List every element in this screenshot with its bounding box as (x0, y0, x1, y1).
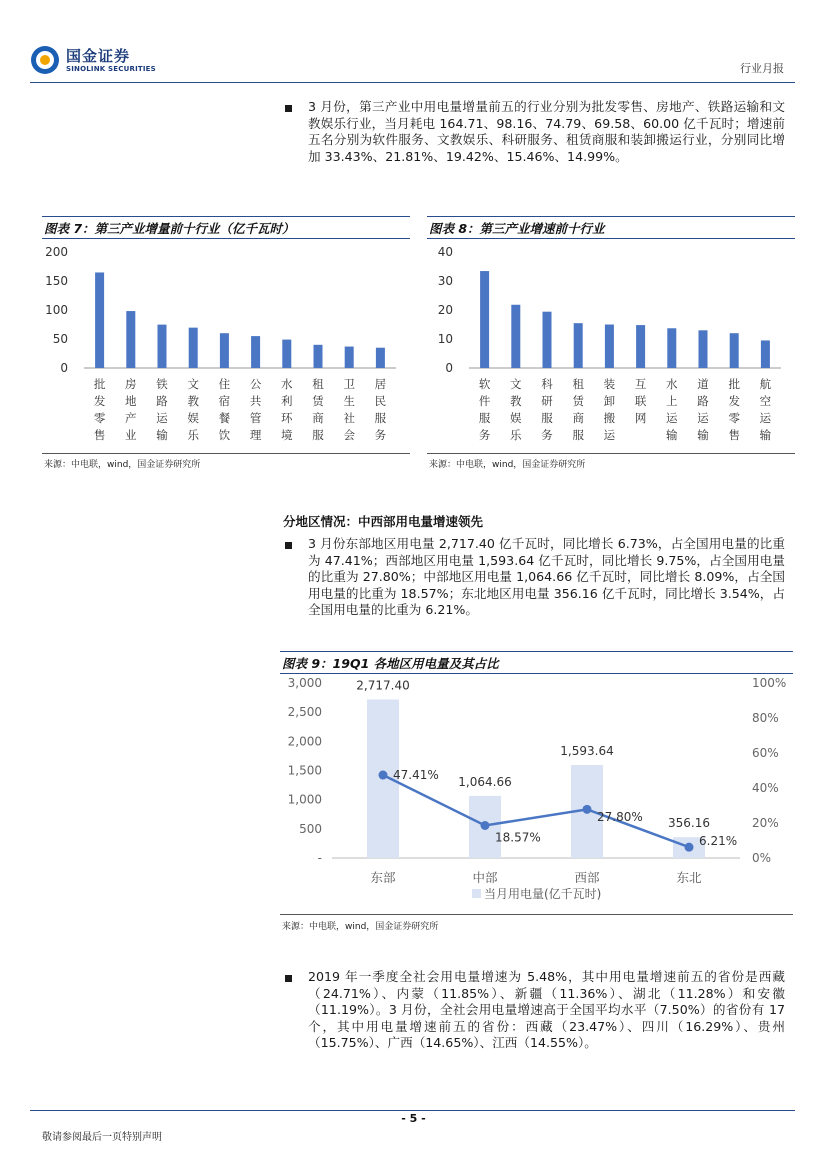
disclaimer-note: 敬请参阅最后一页特别声明 (42, 1132, 162, 1143)
line-point (685, 843, 694, 852)
y-tick-label: 150 (45, 274, 68, 288)
bar (730, 333, 739, 368)
y-tick-label: 50 (52, 332, 68, 346)
bar (511, 305, 520, 368)
chart9-title: 图表 9：19Q1 各地区用电量及其占比 (282, 656, 499, 671)
y-right-tick-label: 20% (752, 816, 779, 830)
footer-divider (30, 1110, 795, 1111)
bar (314, 345, 323, 368)
bar (761, 340, 770, 368)
x-tick-label: 铁路运输 (156, 377, 168, 442)
report-type: 行业月报 (740, 62, 784, 75)
line-data-label: 18.57% (495, 830, 541, 845)
x-tick-label: 文教娱乐 (187, 377, 199, 442)
bar (699, 330, 708, 368)
bar (667, 328, 676, 368)
y-tick-label: 40 (437, 245, 453, 259)
chart9-source: 来源：中电联，wind，国金证券研究所 (282, 922, 439, 932)
y-right-tick-label: 80% (752, 711, 779, 725)
paragraph-industry-growth: 3 月份，第三产业中用电量增量前五的行业分别为批发零售、房地产、铁路运输和文教娱乐行业，当月耗电 164.71、98.16、74.79、69.58、60.00 亿千瓦时；增速前五名分别为软件服务、文教娱乐、科研服务、租赁商服和装卸搬运行业，分别同比增加 33.43%、21.81%、19.42%、15.46%、14.99%。 (308, 99, 785, 164)
y-left-tick-label: 2,000 (287, 734, 322, 749)
x-tick-label: 房地产业 (125, 377, 137, 442)
bar (95, 272, 104, 368)
x-tick-label: 科研服务 (541, 377, 553, 442)
page-number: - 5 - (401, 1112, 426, 1125)
y-tick-label: 10 (437, 332, 453, 346)
x-tick-label: 住宿餐饮 (218, 377, 231, 442)
bar (158, 325, 167, 368)
x-tick-label: 居民服务 (374, 377, 387, 442)
x-tick-label: 航空运输 (759, 377, 772, 442)
logo-text-en: SINOLINK SECURITIES (66, 65, 156, 73)
line-data-label: 27.80% (597, 809, 643, 824)
y-tick-label: 0 (60, 361, 68, 375)
chart7-source: 来源：中电联，wind，国金证券研究所 (44, 460, 201, 470)
logo-text-cn: 国金证券 (66, 47, 131, 65)
y-right-tick-label: 100% (752, 676, 787, 690)
line-point (379, 771, 388, 780)
x-tick-label: 装卸搬运 (603, 377, 616, 442)
line-point (583, 805, 592, 814)
y-tick-label: 30 (437, 274, 453, 288)
chart9-combo-chart (280, 674, 793, 912)
y-right-tick-label: 0% (752, 851, 772, 865)
y-left-tick-label: 3,000 (287, 676, 322, 690)
x-tick-label: 文教娱乐 (510, 377, 522, 442)
chart8-source: 来源：中电联，wind，国金证券研究所 (429, 460, 586, 470)
bar (345, 347, 354, 368)
chart8-title: 图表 8：第三产业增速前十行业 (429, 221, 605, 236)
bar (220, 333, 229, 368)
chart7-top-rule (42, 216, 410, 217)
bar (376, 348, 385, 368)
x-tick-label: 公共管理 (249, 377, 262, 442)
chart7-title-rule (42, 238, 410, 239)
y-right-tick-label: 40% (752, 781, 779, 795)
bullet-icon (285, 105, 292, 112)
bullet-icon (285, 542, 292, 549)
line-point (481, 821, 490, 830)
y-tick-label: 200 (45, 245, 68, 259)
paragraph-regional-usage: 3 月份东部地区用电量 2,717.40 亿千瓦时，同比增长 6.73%，占全国用电量的比重为 47.41%；西部地区用电量 1,593.64 亿千瓦时，同比增长 9.75%，占全国用电量的比重为 27.80%；中部地区用电量 1,064.66 亿千瓦时，同比增长 8.09%，占全国用电量的比重为 18.57%；东北地区用电量 356.16 亿千瓦时，同比增长 3.54%，占全国用电量的比重为 6.21%。 (308, 536, 785, 617)
bar-data-label: 356.16 (668, 816, 710, 831)
bar (636, 325, 645, 368)
x-tick-label: 道路运输 (697, 377, 709, 442)
legend-label: 当月用电量(亿千瓦时) (484, 887, 602, 901)
bar (543, 312, 552, 368)
chart8-top-rule (427, 216, 795, 217)
chart8-bottom-rule (427, 453, 795, 454)
x-tick-label: 东部 (370, 870, 396, 885)
y-tick-label: 0 (445, 361, 453, 375)
chart9-bottom-rule (280, 914, 793, 915)
y-left-tick-label: 2,500 (287, 705, 322, 720)
chart7-bottom-rule (42, 453, 410, 454)
company-logo (30, 44, 160, 78)
page-header (0, 0, 827, 84)
y-tick-label: 100 (45, 303, 68, 317)
y-tick-label: 20 (437, 303, 453, 317)
chart8-title-rule (427, 238, 795, 239)
logo-mark-icon (30, 45, 60, 75)
x-tick-label: 租赁商服 (312, 377, 324, 442)
x-tick-label: 互联网 (634, 377, 647, 425)
x-tick-label: 中部 (472, 870, 498, 885)
bullet-icon (285, 975, 292, 982)
chart8-bar-chart (427, 240, 795, 452)
bar (251, 336, 260, 368)
x-tick-label: 西部 (574, 870, 600, 885)
x-tick-label: 批发零售 (93, 377, 106, 442)
y-left-tick-label: 500 (299, 821, 322, 836)
line-data-label: 6.21% (699, 834, 738, 849)
x-tick-label: 租赁商服 (572, 377, 584, 442)
bar-data-label: 1,593.64 (560, 744, 614, 759)
y-left-tick-label: 1,000 (287, 792, 322, 807)
paragraph-province-growth: 2019 年一季度全社会用电量增速为 5.48%，其中用电量增速前五的省份是西藏（24.71%）、内蒙（11.85%）、新疆（11.36%）、湖北（11.28%）和安徽（11.19%）。3 月份，全社会用电量增速高于全国平均水平（7.50%）的省份有 17 个，其中用电量增速前五的省份：西藏（23.47%）、四川（16.29%）、贵州（15.75%）、广西（14.65%）、江西（14.55%）。 (308, 969, 785, 1050)
bar (282, 340, 291, 368)
x-tick-label: 东北 (676, 870, 702, 885)
bar (126, 311, 135, 368)
section-heading-regions: 分地区情况：中西部用电量增速领先 (283, 514, 484, 529)
x-tick-label: 卫生社会 (343, 377, 355, 442)
chart9-top-rule (280, 651, 793, 652)
y-right-tick-label: 60% (752, 746, 779, 760)
chart7-title: 图表 7：第三产业增量前十行业（亿千瓦时） (44, 221, 295, 236)
bar (480, 271, 489, 368)
x-tick-label: 批发零售 (728, 377, 740, 442)
legend-swatch (472, 889, 481, 898)
bar (189, 328, 198, 368)
bar (574, 323, 583, 368)
x-tick-label: 软件服务 (478, 377, 491, 442)
bar-data-label: 1,064.66 (458, 774, 512, 789)
x-tick-label: 水上运输 (666, 377, 678, 442)
x-tick-label: 水利环境 (281, 377, 293, 442)
chart7-bar-chart (42, 240, 410, 452)
y-left-tick-label: 1,500 (287, 763, 322, 778)
header-divider (30, 82, 795, 83)
bar (605, 325, 614, 368)
y-left-tick-label: - (317, 851, 322, 865)
line-data-label: 47.41% (393, 768, 439, 783)
bar-data-label: 2,717.40 (356, 678, 410, 693)
